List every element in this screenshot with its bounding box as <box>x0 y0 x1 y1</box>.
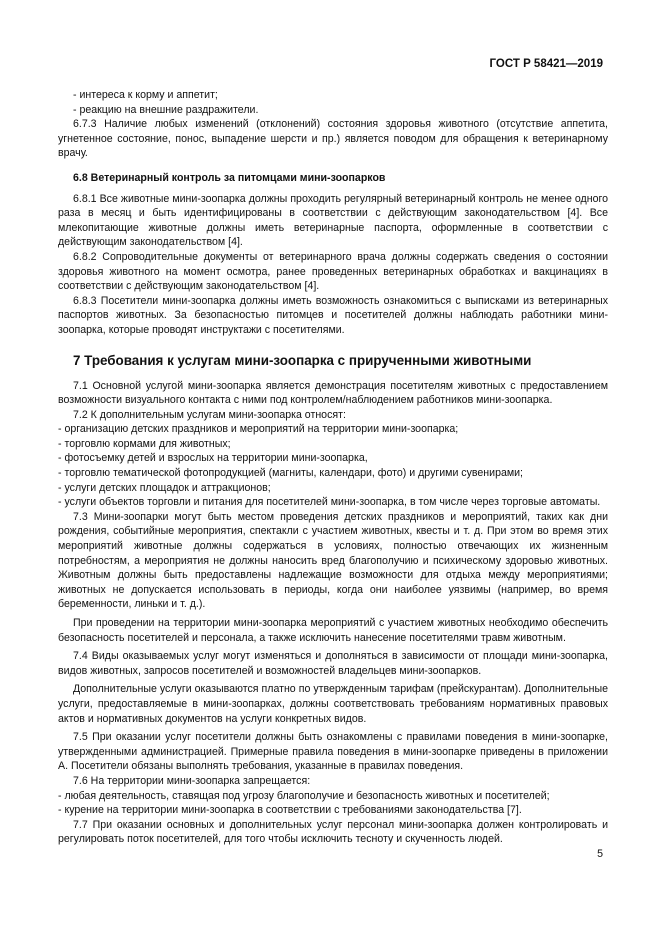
page-number: 5 <box>597 848 603 860</box>
clause-7-3-continued: При проведении на территории мини-зоопарка мероприятий с участием животных необходимо обеспечить безопасность посетителей и персонала, а также исключить нанесение посетителями травм животным. <box>58 617 608 644</box>
section-7-heading: 7 Требования к услугам мини-зоопарка с прирученными животными <box>73 352 532 368</box>
clause-6-8-1: 6.8.1 Все животные мини-зоопарка должны проходить регулярный ветеринарный контроль не менее одного раза в месяц и быть идентифицированы в соответствии с действующим законодательством [4]. Все млекопитающие животные должны иметь ветеринарные паспорта, оформленные в соответствии с действующим законодательством [4]. <box>58 192 608 249</box>
page-body <box>58 88 608 847</box>
list-item: - любая деятельность, ставящая под угрозу благополучие и безопасность животных и посетителей; <box>58 789 550 802</box>
clause-7-4: 7.4 Виды оказываемых услуг могут изменяться и дополняться в зависимости от площади мини-зоопарка, видов животных, запросов посетителей и возможностей владельцев мини-зоопарков. <box>58 650 608 677</box>
list-item: - услуги детских площадок и аттракционов; <box>58 481 271 494</box>
clause-6-8-3: 6.8.3 Посетители мини-зоопарка должны иметь возможность ознакомиться с выписками из ветеринарных паспортов животных. За безопасностью питомцев и посетителей должны наблюдать работники мини-зоопарка, которые проводят инструктажи с посетителями. <box>58 294 608 336</box>
list-item: - фотосъемку детей и взрослых на территории мини-зоопарка, <box>58 452 368 465</box>
list-item: - курение на территории мини-зоопарка в соответствии с требованиями законодательства [7]. <box>58 804 522 817</box>
clause-7-1: 7.1 Основной услугой мини-зоопарка является демонстрация посетителям животных с предоставлением возможности визуального контакта с ними под контролем/наблюдением работников мини-зоопарка. <box>58 379 608 407</box>
clause-6-8-2: 6.8.2 Сопроводительные документы от ветеринарного врача должны содержать сведения о состоянии здоровья животного на момент осмотра, ранее проведенных ветеринарных обработках и вакцинациях в соответствии с действующим законодательством [4]. <box>58 250 608 293</box>
list-item: - организацию детских праздников и мероприятий на территории мини-зоопарка; <box>58 423 459 436</box>
clause-7-4-continued: Дополнительные услуги оказываются платно по утвержденным тарифам (прейскурантам). Дополнительные услуги, предоставляемые в мини-зоопарках, должны соответствовать требованиям нормативных правовых актов и нормативных документов на услуги конкретных видов. <box>58 683 608 725</box>
list-item: - реакцию на внешние раздражители. <box>73 103 259 116</box>
list-item: - интереса к корму и аппетит; <box>73 89 218 101</box>
list-item: - услуги объектов торговли и питания для посетителей мини-зоопарка, в том числе через торговые автоматы. <box>58 496 601 509</box>
clause-7-3: 7.3 Мини-зоопарки могут быть местом проведения детских праздников и мероприятий, таких как дни рождения, событийные мероприятия, спектакли с участием животных, квесты и т. д. При этом во время этих мероприятий животные должны содержаться в условиях, полностью отвечающих их жизненным потребностям, а мероприятия не должны наносить вред благополучию и психическому здоровью животных. Животным должны быть предоставлены надлежащие возможности для отдыха между мероприятиями; животных не допускается использовать в периоды, когда они наиболее уязвимы (например, во время беременности, линьки и т. д.). <box>58 510 608 611</box>
document-standard-id: ГОСТ Р 58421—2019 <box>489 58 603 70</box>
list-item: - торговлю кормами для животных; <box>58 437 231 450</box>
clause-7-2: 7.2 К дополнительным услугам мини-зоопарка относят: <box>73 408 346 421</box>
clause-7-6: 7.6 На территории мини-зоопарка запрещается: <box>73 774 311 787</box>
section-6-8-heading: 6.8 Ветеринарный контроль за питомцами мини-зоопарков <box>73 171 386 184</box>
clause-7-5: 7.5 При оказании услуг посетители должны быть ознакомлены с правилами поведения в мини-зоопарке, утвержденными администрацией. Примерные правила поведения в мини-зоопарке приведены в приложении А. Посетители обязаны выполнять требования, указанные в правилах поведения. <box>58 731 608 773</box>
clause-7-7: 7.7 При оказании основных и дополнительных услуг персонал мини-зоопарка должен контролировать и регулировать поток посетителей, для того чтобы исключить тесноту и скученность людей. <box>58 818 608 846</box>
clause-6-7-3: 6.7.3 Наличие любых изменений (отклонений) состояния здоровья животного (отсутствие аппетита, угнетенное состояние, понос, выпадение шерсти и пр.) является поводом для обращения к ветеринарному врачу. <box>58 118 608 160</box>
list-item: - торговлю тематической фотопродукцией (магниты, календари, фото) и другими сувенирами; <box>58 467 523 480</box>
